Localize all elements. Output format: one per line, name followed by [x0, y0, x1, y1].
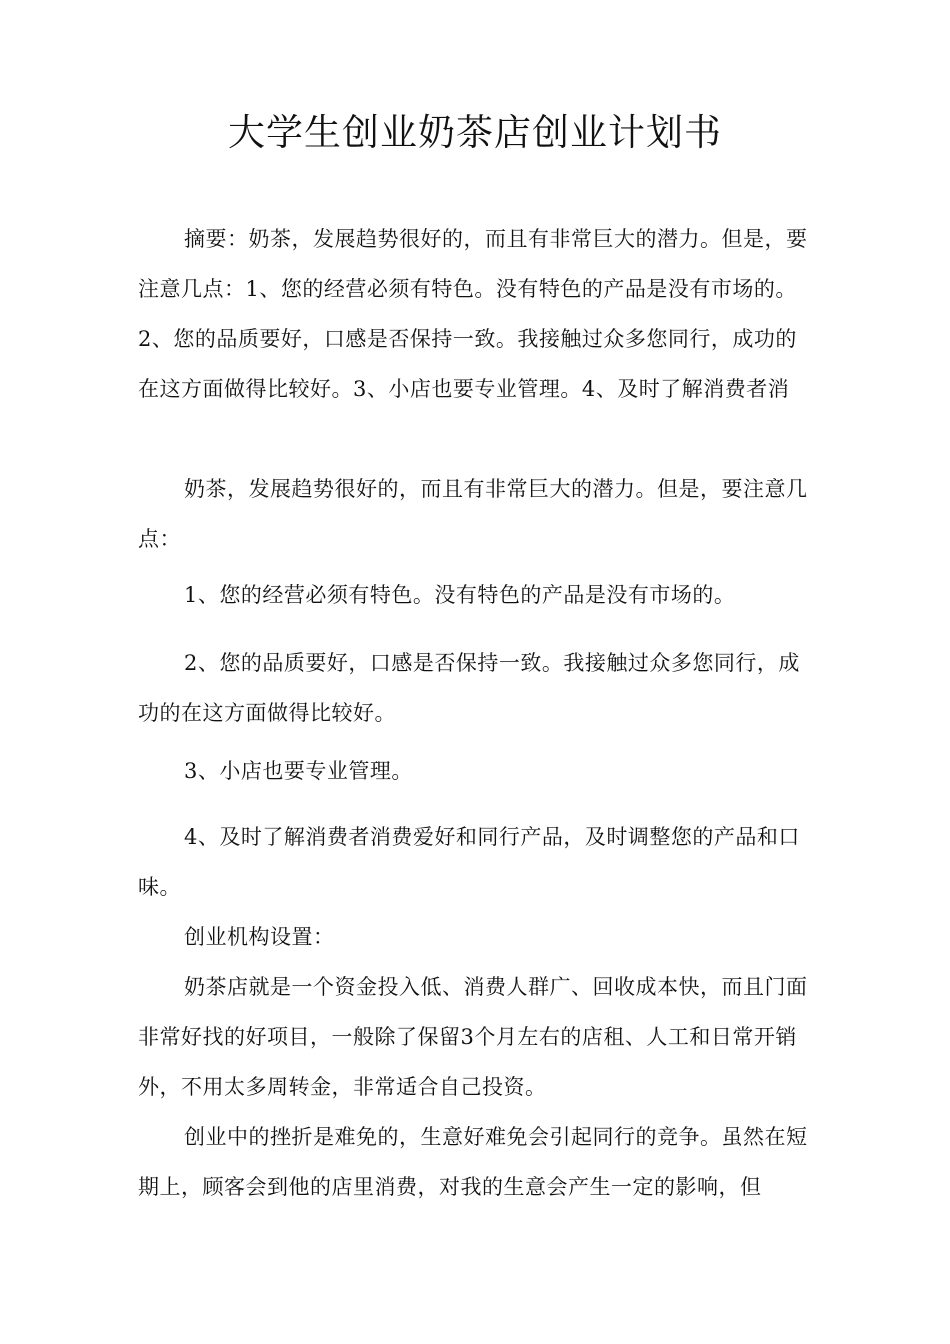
paragraph-point-3: 3、小店也要专业管理。 [184, 759, 413, 783]
paragraph-point-1: 1、您的经营必须有特色。没有特色的产品是没有市场的。 [184, 583, 736, 607]
document-title: 大学生创业奶茶店创业计划书 [228, 111, 722, 154]
paragraph-section-heading: 创业机构设置： [184, 925, 335, 949]
paragraph-point-4: 4、及时了解消费者消费爱好和同行产品，及时调整您的产品和口味。 [138, 825, 800, 899]
paragraph-investment: 奶茶店就是一个资金投入低、消费人群广、回收成本快，而且门面非常好找的好项目，一般除了保留3个月左右的店租、人工和日常开销外，不用太多周转金，非常适合自己投资。 [138, 975, 808, 1099]
paragraph-challenges: 创业中的挫折是难免的，生意好难免会引起同行的竞争。虽然在短期上，顾客会到他的店里消费，对我的生意会产生一定的影响，但 [138, 1125, 808, 1199]
paragraph-intro: 奶茶，发展趋势很好的，而且有非常巨大的潜力。但是，要注意几点： [138, 477, 808, 551]
paragraph-point-2: 2、您的品质要好，口感是否保持一致。我接触过众多您同行，成功的在这方面做得比较好。 [138, 651, 800, 725]
paragraph-abstract: 摘要：奶茶，发展趋势很好的，而且有非常巨大的潜力。但是，要注意几点：1、您的经营必须有特色。没有特色的产品是没有市场的。2、您的品质要好，口感是否保持一致。我接触过众多您同行，成功的在这方面做得比较好。3、小店也要专业管理。4、及时了解消费者消 [138, 227, 808, 401]
